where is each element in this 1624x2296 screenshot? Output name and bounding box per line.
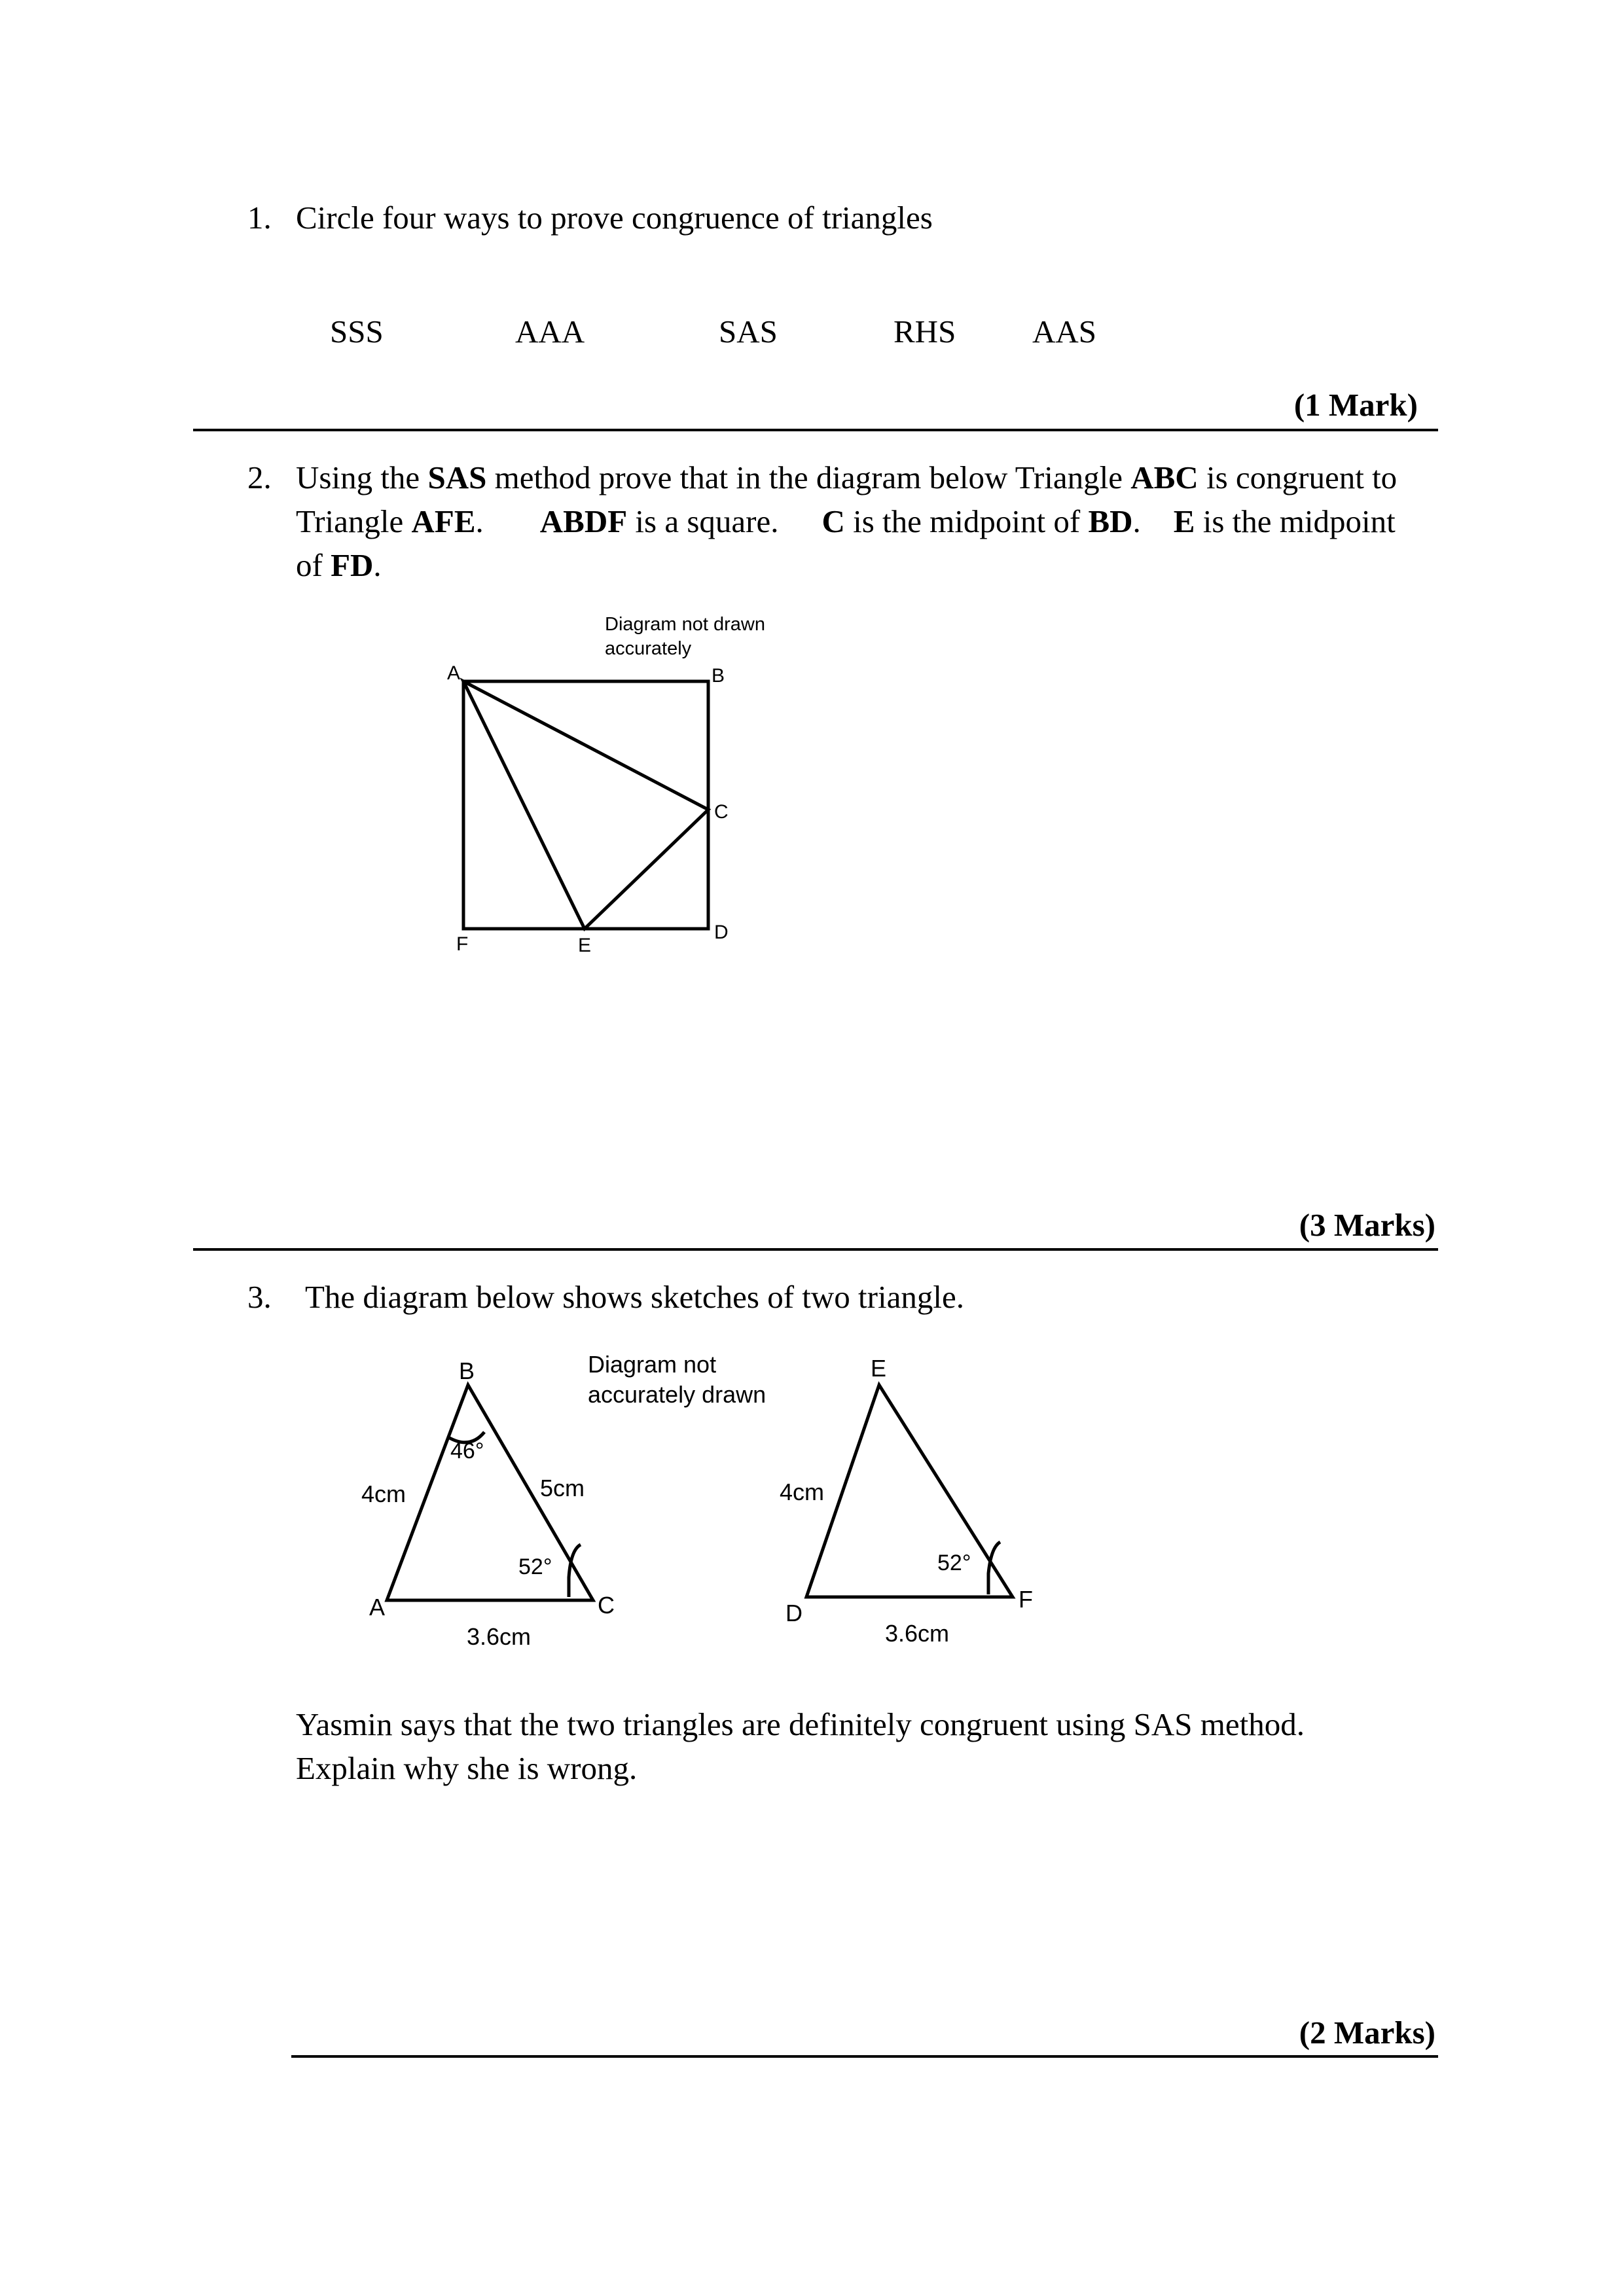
q3-diagram-note-2: accurately drawn: [588, 1381, 767, 1408]
q3-statement-2: Explain why she is wrong.: [296, 1750, 638, 1786]
q1-option-aas[interactable]: AAS: [1032, 314, 1097, 350]
q3-label-c: C: [598, 1592, 615, 1619]
q3-prompt: The diagram below shows sketches of two triangle.: [305, 1279, 964, 1315]
q3-side-ac: 3.6cm: [467, 1623, 532, 1650]
q3-label-b: B: [459, 1357, 475, 1384]
q3-label-f: F: [1019, 1586, 1033, 1613]
q1-option-sss[interactable]: SSS: [330, 314, 384, 350]
q1-option-rhs[interactable]: RHS: [893, 314, 956, 350]
q2-line3: of FD.: [296, 547, 382, 583]
q3-angle-c: 52°: [518, 1554, 552, 1579]
q1-option-aaa[interactable]: AAA: [515, 314, 585, 350]
q1-number: 1.: [247, 200, 272, 236]
triangle-def: [806, 1385, 1013, 1597]
q3-label-a: A: [369, 1594, 386, 1621]
q2-label-b: B: [712, 665, 725, 687]
q3-diagram-note-1: Diagram not: [588, 1351, 717, 1378]
q3-label-e: E: [871, 1355, 887, 1382]
q3-side-ab: 4cm: [361, 1480, 406, 1507]
q2-label-a: A: [447, 662, 461, 684]
q2-number: 2.: [247, 459, 272, 495]
q1-option-sas[interactable]: SAS: [719, 314, 778, 350]
q3-statement-1: Yasmin says that the two triangles are definitely congruent using SAS method.: [296, 1706, 1305, 1742]
q1-marks: (1 Mark): [1293, 387, 1418, 423]
q3-label-d: D: [785, 1600, 803, 1626]
q2-marks: (3 Marks): [1299, 1207, 1435, 1243]
q3-side-de: 4cm: [780, 1479, 825, 1505]
q2-diagram-note-1: Diagram not drawn: [605, 614, 765, 635]
q2-label-d: D: [714, 922, 729, 943]
q2-diagram-note-2: accurately: [605, 638, 692, 659]
q3-marks: (2 Marks): [1299, 2015, 1435, 2051]
q2-line2: Triangle AFE. ABDF is a square. C is the midpoint of BD. E is the midpoint: [296, 503, 1396, 539]
q3-angle-f: 52°: [937, 1551, 971, 1575]
q2-label-e: E: [578, 935, 592, 956]
q3-side-df: 3.6cm: [885, 1620, 950, 1647]
q2-line1: Using the SAS method prove that in the diagram below Triangle ABC is congruent to: [296, 459, 1398, 495]
q1-prompt: Circle four ways to prove congruence of triangles: [296, 200, 933, 236]
q2-label-f: F: [456, 933, 469, 955]
q3-angle-b: 46°: [450, 1439, 484, 1463]
q3-side-bc: 5cm: [540, 1475, 585, 1501]
divider-q3: [291, 2055, 1438, 2058]
q2-label-c: C: [714, 801, 729, 823]
q3-number: 3.: [247, 1279, 272, 1315]
